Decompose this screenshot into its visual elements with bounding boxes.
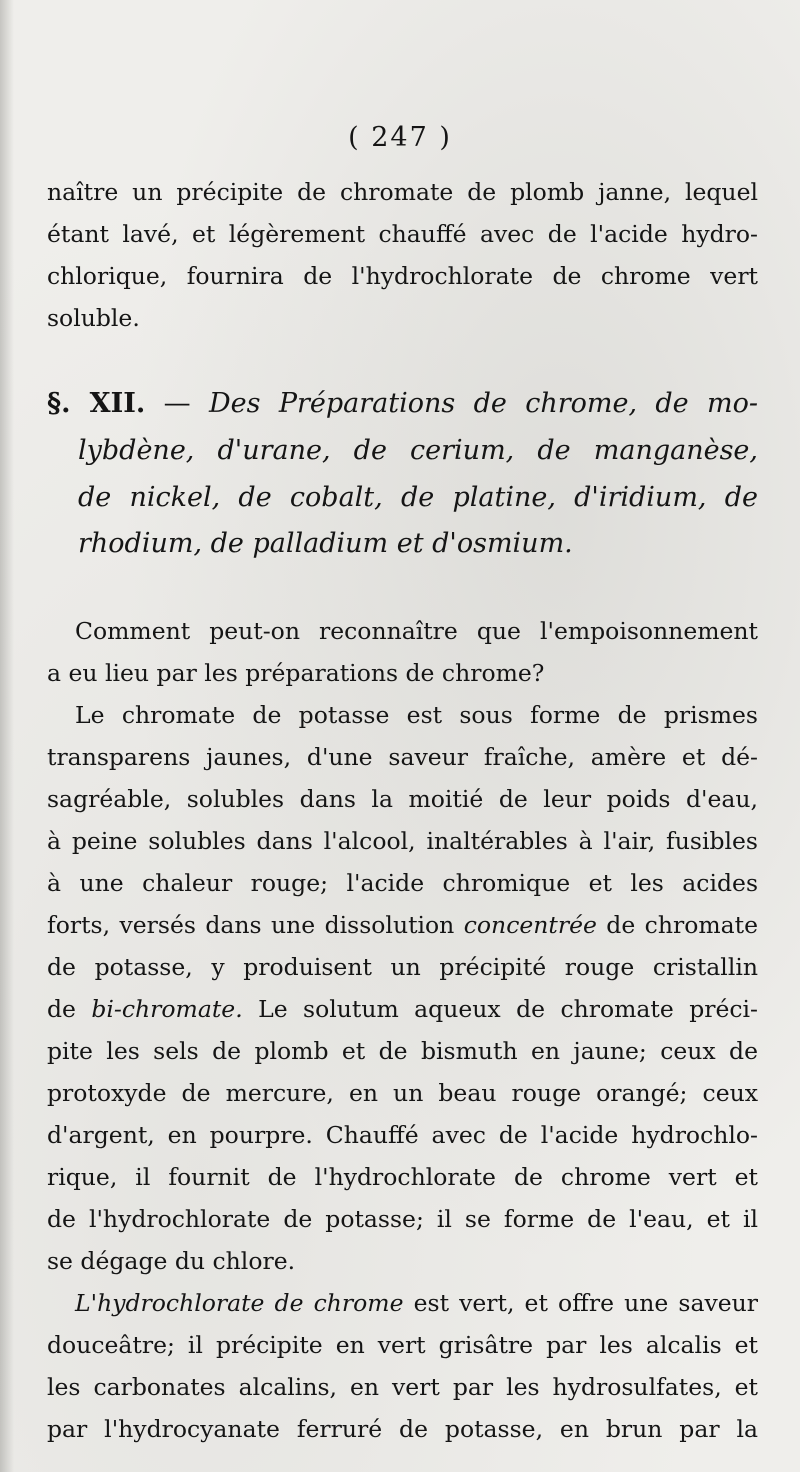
text-line: soluble. [47,304,140,332]
text-line: pite les sels de plomb et de bismuth en jaune; ceux de [47,1037,758,1065]
section-title-line: Des Préparations de chrome, de mo- [209,388,758,419]
text-line: Comment peut-on reconnaître que l'empoisonnement [75,617,758,645]
text-line: naître un précipite de chromate de plomb janne, lequel [47,178,758,206]
text-line: par l'hydrocyanate ferruré de potasse, en brun par la [47,1415,758,1443]
text-line [75,1286,758,1320]
text-run: de chromate [596,911,759,939]
text-run: Le solutum aqueux de chromate préci- [242,995,758,1023]
text-line: Le chromate de potasse est sous forme de prismes [75,701,758,729]
page-number: ( 247 ) [348,122,452,153]
text-line: de potasse, y produisent un précipité rouge cristallin [47,953,758,981]
section-title-line: lybdène, d'urane, de cerium, de manganèse, [78,435,758,466]
text-line: se dégage du chlore. [47,1247,296,1275]
text-line: protoxyde de mercure, en un beau rouge orangé; ceux [47,1079,758,1107]
text-run: forts, versés dans une dissolution [47,911,464,939]
text-line: chlorique, fournira de l'hydrochlorate de chrome vert [47,262,758,290]
text-line [47,992,758,1026]
section-number: §. XII. [47,388,146,419]
section-title-line: de nickel, de cobalt, de platine, d'iridium, de [78,482,758,513]
text-line [47,908,758,942]
text-run: de [47,995,92,1023]
text-line: sagréable, solubles dans la moitié de leur poids d'eau, [47,785,758,813]
text-line: à une chaleur rouge; l'acide chromique et les acides [47,869,758,897]
section-heading [47,385,758,423]
text-line: d'argent, en pourpre. Chauffé avec de l'acide hydrochlo- [47,1121,758,1149]
text-line: les carbonates alcalins, en vert par les hydrosulfates, et [47,1373,758,1401]
emphasis-text: bi-chromate. [91,995,243,1023]
text-line: rique, il fournit de l'hydrochlorate de chrome vert et [47,1163,758,1191]
emphasis-text: concentrée [463,911,597,939]
text-line: transparens jaunes, d'une saveur fraîche, amère et dé- [47,743,758,771]
section-dash: — [145,388,209,419]
emphasis-text: L'hydrochlorate de chrome [75,1289,404,1317]
text-line: douceâtre; il précipite en vert grisâtre par les alcalis et [47,1331,758,1359]
text-line: a eu lieu par les préparations de chrome? [47,659,545,687]
page-edge-shadow [0,0,14,1472]
section-title-line: rhodium, de palladium et d'osmium. [78,528,573,559]
text-line: à peine solubles dans l'alcool, inaltérables à l'air, fusibles [47,827,758,855]
text-line: étant lavé, et légèrement chauffé avec de l'acide hydro- [47,220,758,248]
text-run: est vert, et offre une saveur [403,1289,759,1317]
text-line: de l'hydrochlorate de potasse; il se forme de l'eau, et il [47,1205,758,1233]
